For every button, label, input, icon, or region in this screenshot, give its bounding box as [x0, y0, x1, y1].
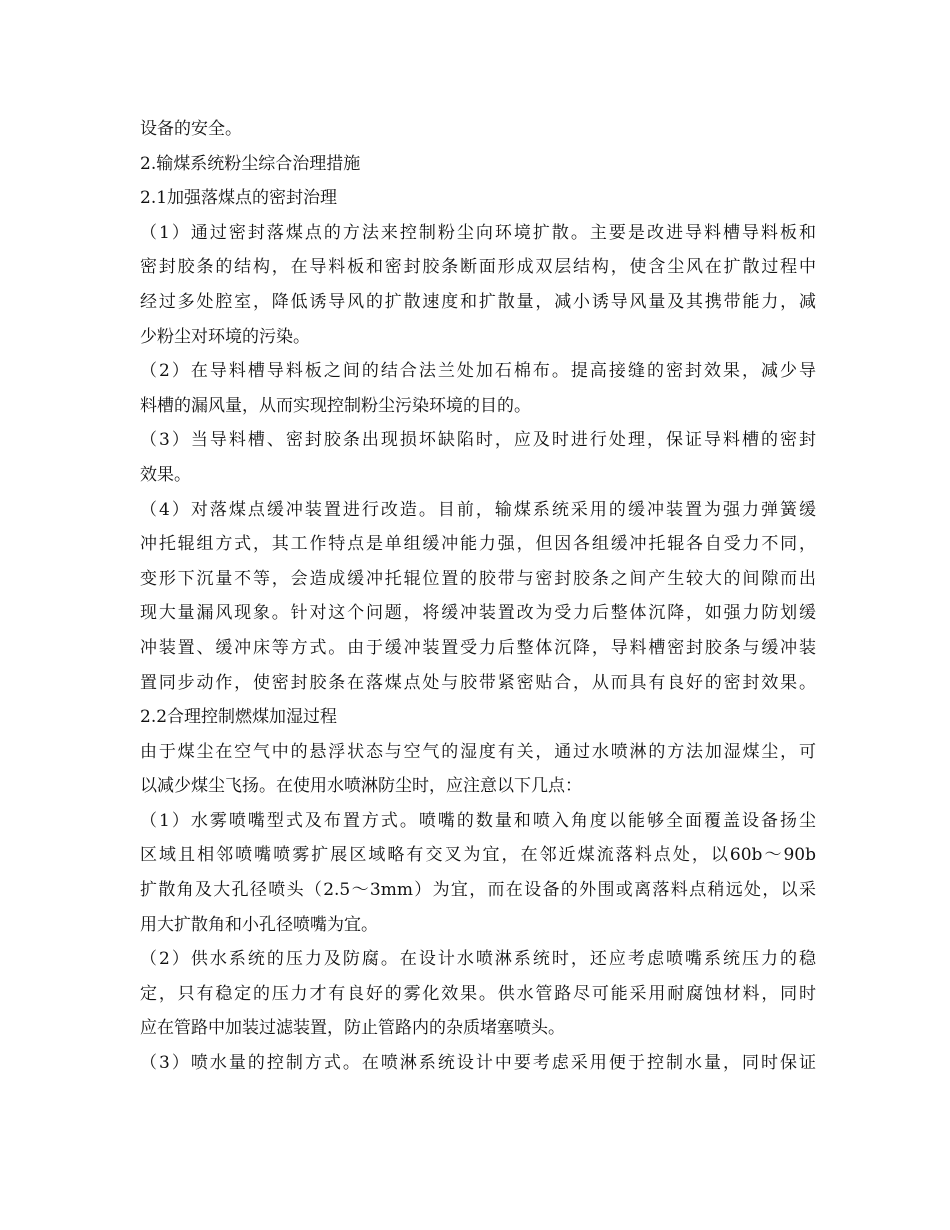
text-line: 设备的安全。: [140, 119, 242, 139]
text-line: 少粉尘对环境的污染。: [140, 326, 310, 347]
text-line: （3）当导料槽、密封胶条出现损坏缺陷时，应及时进行处理，保证导料槽的密封: [140, 430, 816, 451]
text-line: 定，只有稳定的压力才有良好的雾化效果。供水管路尽可能采用耐腐蚀材料，同时: [140, 983, 816, 1004]
text-line: 效果。: [140, 464, 191, 485]
text-line: 经过多处腔室，降低诱导风的扩散速度和扩散量，减小诱导风量及其携带能力，减: [140, 291, 816, 312]
text-line: （4）对落煤点缓冲装置进行改造。目前，输煤系统采用的缓冲装置为强力弹簧缓: [140, 499, 816, 520]
subsection-heading: 2.1加强落煤点的密封治理: [140, 188, 338, 209]
text-line: 扩散角及大孔径喷头（2.5～3mm）为宜，而在设备的外围或离落料点稍远处，以采: [140, 880, 816, 901]
subsection-heading: 2.2合理控制燃煤加湿过程: [140, 707, 338, 728]
text-line: 置同步动作，使密封胶条在落煤点处与胶带紧密贴合，从而具有良好的密封效果。: [140, 672, 816, 693]
text-line: 区域且相邻喷嘴喷雾扩展区域略有交叉为宜，在邻近煤流落料点处，以60b～90b: [140, 845, 816, 866]
document-page: [140, 112, 816, 1081]
section-heading: 2.输煤系统粉尘综合治理措施: [140, 153, 361, 174]
text-line: 密封胶条的结构，在导料板和密封胶条断面形成双层结构，使含尘风在扩散过程中: [140, 257, 816, 278]
text-line: （2）供水系统的压力及防腐。在设计水喷淋系统时，还应考虑喷嘴系统压力的稳: [140, 949, 816, 970]
text-line: 用大扩散角和小孔径喷嘴为宜。: [140, 914, 378, 935]
text-line: 料槽的漏风量，从而实现控制粉尘污染环境的目的。: [140, 395, 531, 416]
text-line: 由于煤尘在空气中的悬浮状态与空气的湿度有关，通过水喷淋的方法加湿煤尘，可: [140, 741, 816, 762]
text-line: （2）在导料槽导料板之间的结合法兰处加石棉布。提高接缝的密封效果，减少导: [140, 361, 816, 382]
text-line: （1）水雾喷嘴型式及布置方式。喷嘴的数量和喷入角度以能够全面覆盖设备扬尘: [140, 810, 816, 831]
text-line: 以减少煤尘飞扬。在使用水喷淋防尘时，应注意以下几点：: [140, 776, 582, 797]
text-line: 现大量漏风现象。针对这个问题，将缓冲装置改为受力后整体沉降，如强力防划缓: [140, 603, 816, 624]
text-line: （3）喷水量的控制方式。在喷淋系统设计中要考虑采用便于控制水量，同时保证: [140, 1053, 816, 1074]
text-line: 应在管路中加装过滤装置，防止管路内的杂质堵塞喷头。: [140, 1018, 565, 1039]
text-line: 冲托辊组方式，其工作特点是单组缓冲能力强，但因各组缓冲托辊各自受力不同，: [140, 534, 816, 555]
text-line: 变形下沉量不等，会造成缓冲托辊位置的胶带与密封胶条之间产生较大的间隙而出: [140, 568, 816, 589]
text-line: （1）通过密封落煤点的方法来控制粉尘向环境扩散。主要是改进导料槽导料板和: [140, 222, 816, 243]
text-line: 冲装置、缓冲床等方式。由于缓冲装置受力后整体沉降，导料槽密封胶条与缓冲装: [140, 637, 816, 658]
